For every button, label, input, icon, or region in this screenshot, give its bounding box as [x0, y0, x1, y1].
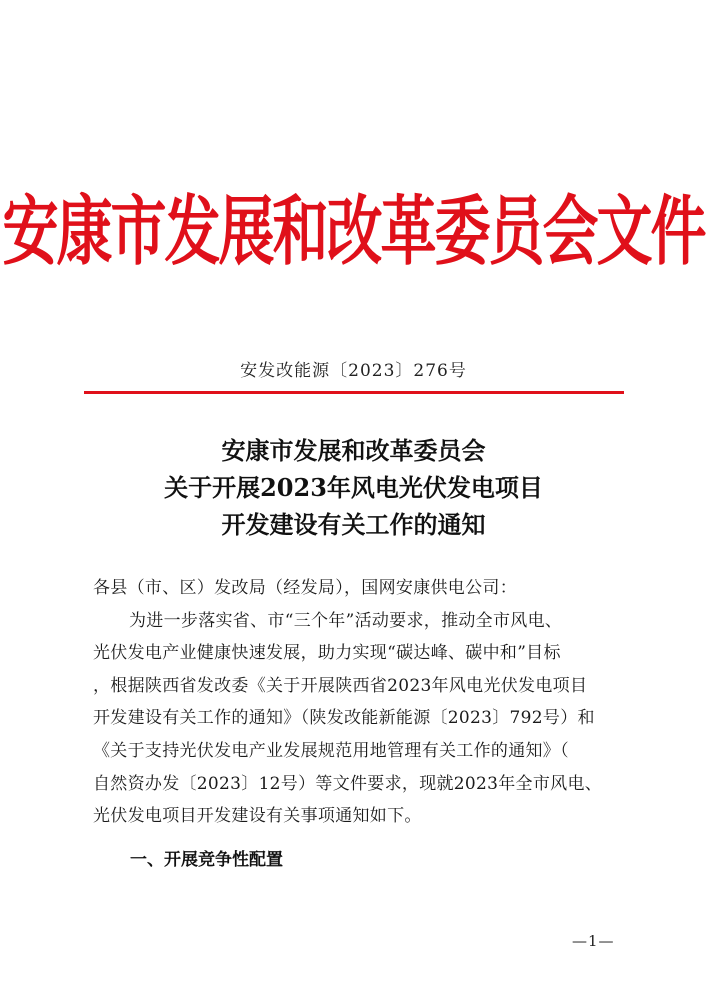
notice-title [0, 432, 707, 543]
notice-title-line-1: 安康市发展和改革委员会 [221, 436, 486, 465]
body-line: 为进一步落实省、市“三个年”活动要求，推动全市风电、 [129, 610, 563, 631]
body-line: 光伏发电产业健康快速发展，助力实现“碳达峰、碳中和”目标 [93, 643, 561, 664]
notice-title-line-3: 开发建设有关工作的通知 [221, 510, 486, 539]
salutation-line: 各县（市、区）发改局（经发局），国网安康供电公司： [93, 578, 517, 598]
body-line: 光伏发电项目开发建设有关事项通知如下。 [93, 806, 422, 827]
body-line: 《关于支持光伏发电产业发展规范用地管理有关工作的通知》（ [93, 740, 569, 761]
body-line: 开发建设有关工作的通知》（陕发改能新能源〔2023〕792号）和 [93, 708, 595, 729]
notice-title-line-2: 关于开展2023年风电光伏发电项目 [164, 473, 543, 502]
red-divider-line [84, 391, 624, 394]
page-number: —1— [572, 932, 615, 950]
document-number: 安发改能源〔2023〕276号 [240, 361, 467, 381]
notice-body [93, 572, 638, 833]
body-line: 自然资办发〔2023〕12号）等文件要求，现就2023年全市风电、 [93, 773, 603, 794]
document-header-title: 安康市发展和改革委员会文件 [2, 187, 705, 277]
body-line: ，根据陕西省发改委《关于开展陕西省2023年风电光伏发电项目 [93, 675, 588, 696]
section-heading: 一、开展竞争性配置 [130, 850, 283, 870]
